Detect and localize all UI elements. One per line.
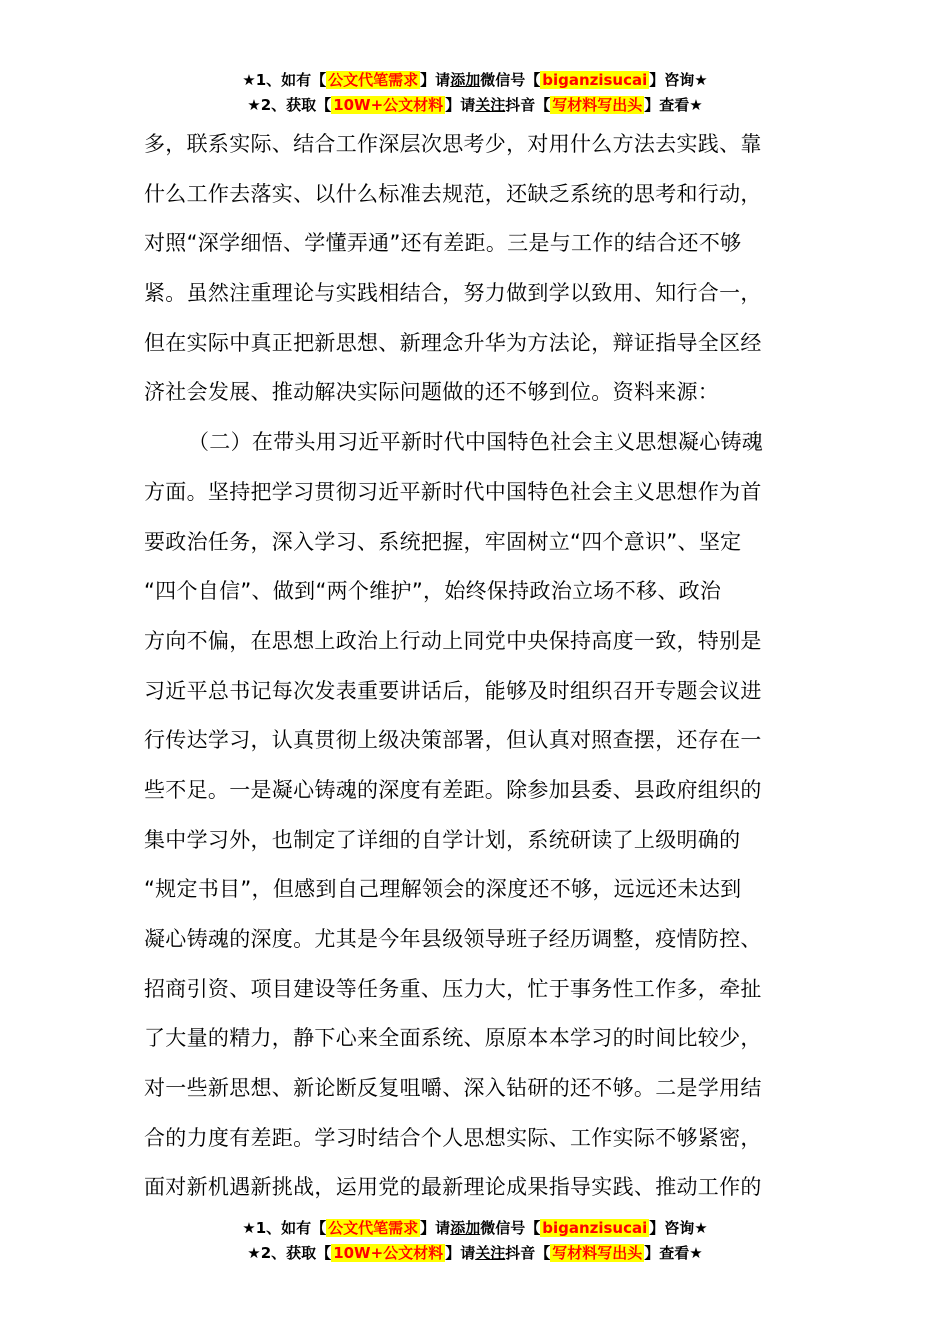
text-line: 多，联系实际、结合工作深层次思考少，对用什么方法去实践、靠 [144, 132, 762, 156]
footer-banner [0, 1216, 950, 1266]
banner-text: 】咨询★ [649, 71, 708, 89]
text-line: 招商引资、项目建设等任务重、压力大，忙于事务性工作多，牵扯 [144, 976, 762, 1001]
highlight-text: 10W+公文材料 [333, 1244, 444, 1262]
header-banner [0, 68, 950, 118]
banner-text: 】查看★ [644, 96, 703, 114]
text-line: 合的力度有差距。学习时结合个人思想实际、工作实际不够紧密， [144, 1125, 762, 1150]
highlight-text: 写材料写出头 [552, 96, 643, 114]
underlined-text: 添加 [450, 1219, 481, 1237]
text-line: 习近平总书记每次发表重要讲话后，能够及时组织召开专题会议进 [144, 678, 762, 703]
banner-text: 微信号【 [480, 1219, 541, 1237]
banner-text: ★2、获取【 [247, 96, 332, 114]
banner-text: ★1、如有【 [242, 1219, 327, 1237]
text-line: 但在实际中真正把新思想、新理念升华为方法论，辩证指导全区经 [144, 330, 762, 355]
text-line: 了大量的精力，静下心来全面系统、原原本本学习的时间比较少， [144, 1026, 762, 1051]
banner-line-1 [0, 1216, 950, 1241]
banner-text: 抖音【 [505, 1244, 551, 1262]
underlined-text: 添加 [450, 71, 481, 89]
underlined-text: 关注 [475, 96, 506, 114]
section-heading-line: （二）在带头用习近平新时代中国特色社会主义思想凝心铸魂 [188, 430, 764, 455]
text-line: “规定书目”，但感到自己理解领会的深度还不够，远远还未达到 [144, 877, 742, 902]
banner-text: 】请 [445, 96, 476, 114]
highlight-text: biganzisucai [542, 1219, 648, 1237]
banner-text: 】请 [420, 71, 451, 89]
highlight-text: biganzisucai [542, 71, 648, 89]
banner-text: 微信号【 [480, 71, 541, 89]
text-line: 对一些新思想、新论断反复咀嚼、深入钻研的还不够。二是学用结 [144, 1076, 762, 1101]
text-line: 对照“深学细悟、学懂弄通”还有差距。三是与工作的结合还不够 [144, 231, 742, 256]
banner-text: 】请 [420, 1219, 451, 1237]
document-body [144, 120, 814, 1213]
banner-text: 】请 [445, 1244, 476, 1262]
text-line: 行传达学习，认真贯彻上级决策部署，但认真对照查摆，还存在一 [144, 728, 762, 753]
highlight-text: 10W+公文材料 [333, 96, 444, 114]
text-line: 凝心铸魂的深度。尤其是今年县级领导班子经历调整，疫情防控、 [144, 927, 762, 951]
text-line: “四个自信”、做到“两个维护”，始终保持政治立场不移、政治 [144, 579, 722, 604]
text-line: 要政治任务，深入学习、系统把握，牢固树立“四个意识”、坚定 [144, 529, 742, 554]
banner-text: 】咨询★ [649, 1219, 708, 1237]
highlight-text: 写材料写出头 [552, 1244, 643, 1262]
banner-line-2 [0, 1241, 950, 1266]
banner-text: 抖音【 [505, 96, 551, 114]
banner-line-1 [0, 68, 950, 93]
highlight-text: 公文代笔需求 [328, 1219, 419, 1237]
banner-text: ★2、获取【 [247, 1244, 332, 1262]
text-line: 济社会发展、推动解决实际问题做的还不够到位。资料来源： [144, 380, 720, 405]
banner-line-2 [0, 93, 950, 118]
text-line: 方向不偏，在思想上政治上行动上同党中央保持高度一致，特别是 [144, 628, 762, 653]
text-line: 面对新机遇新挑战，运用党的最新理论成果指导实践、推动工作的 [144, 1175, 762, 1200]
text-line: 些不足。一是凝心铸魂的深度有差距。除参加县委、县政府组织的 [144, 777, 762, 802]
text-line: 紧。虽然注重理论与实践相结合，努力做到学以致用、知行合一， [144, 281, 762, 306]
highlight-text: 公文代笔需求 [328, 71, 419, 89]
text-line: 什么工作去落实、以什么标准去规范，还缺乏系统的思考和行动， [144, 181, 762, 206]
banner-text: 】查看★ [644, 1244, 703, 1262]
text-line: 集中学习外，也制定了详细的自学计划，系统研读了上级明确的 [144, 827, 741, 852]
banner-text: ★1、如有【 [242, 71, 327, 89]
underlined-text: 关注 [475, 1244, 506, 1262]
text-line: 方面。坚持把学习贯彻习近平新时代中国特色社会主义思想作为首 [144, 479, 762, 504]
